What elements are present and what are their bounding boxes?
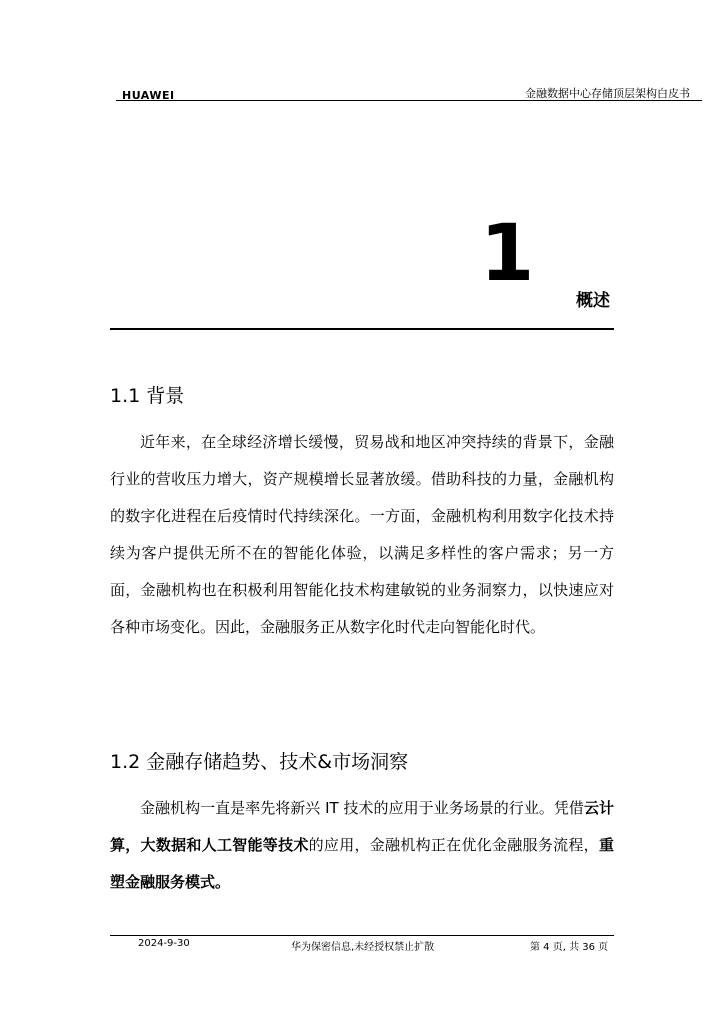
chapter-number: 1: [480, 209, 535, 299]
section-paragraph-trends: [110, 790, 614, 901]
paragraph-text: 金融机构一直是率先将新兴 IT 技术的应用于业务场景的行业。凭借: [140, 799, 584, 817]
footer-confidential-notice: 华为保密信息,未经授权禁止扩散: [291, 942, 435, 953]
section-heading-background: 1.1 背景: [110, 385, 185, 407]
footer-date: 2024-9-30: [138, 938, 190, 949]
document-title: 金融数据中心存储顶层架构白皮书: [525, 87, 690, 100]
header-divider: [116, 100, 702, 101]
paragraph-text: 的应用，金融机构正在优化金融服务流程，: [308, 836, 599, 854]
huawei-logo: HUAWEI: [122, 89, 175, 102]
footer-divider: [110, 935, 614, 936]
section-heading-trends: 1.2 金融存储趋势、技术&市场洞察: [110, 751, 409, 773]
section-paragraph-background: 近年来，在全球经济增长缓慢，贸易战和地区冲突持续的背景下，金融行业的营收压力增大，资产规模增长显著放缓。借助科技的力量，金融机构的数字化进程在后疫情时代持续深化。一方面，金融机构利用数字化技术持续为客户提供无所不在的智能化体验，以满足多样性的客户需求；另一方面，金融机构也在积极利用智能化技术构建敏锐的业务洞察力，以快速应对各种市场变化。因此，金融服务正从数字化时代走向智能化时代。: [110, 433, 614, 636]
footer-page-number: 第 4 页, 共 36 页: [530, 942, 609, 953]
chapter-title: 概述: [576, 291, 610, 311]
bold-text-technologies: 云计算，大数据和人工智能等技术: [110, 799, 614, 854]
bold-text-reshape: 重塑金融服务模式。: [110, 836, 614, 891]
chapter-divider: [110, 328, 614, 330]
